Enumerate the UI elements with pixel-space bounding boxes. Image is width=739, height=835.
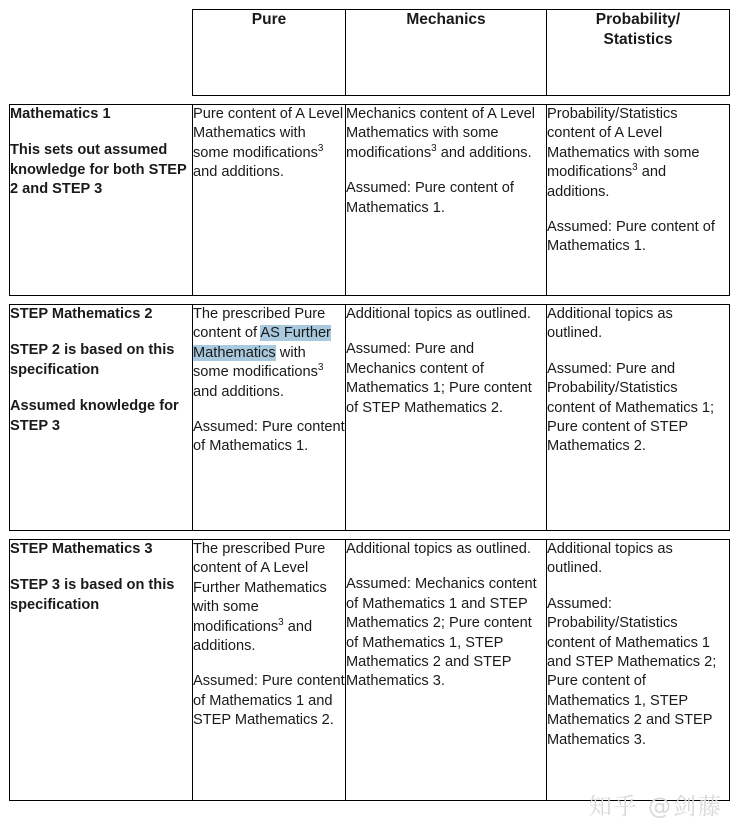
column-header-mechanics-label: Mechanics bbox=[406, 11, 486, 28]
cell-paragraph bbox=[346, 105, 546, 163]
footnote-marker: 3 bbox=[278, 616, 284, 628]
cell-paragraph bbox=[193, 305, 345, 402]
footnote-marker: 3 bbox=[317, 362, 324, 374]
gap-cell bbox=[345, 531, 546, 539]
cell-step2-probability bbox=[546, 304, 730, 531]
table-row-step-mathematics-3 bbox=[9, 539, 730, 801]
gap-cell bbox=[192, 531, 345, 539]
cell-paragraph-assumed: Assumed: Pure content of Mathematics 1. bbox=[346, 180, 514, 216]
row-title: Mathematics 1 bbox=[10, 106, 111, 122]
text-fragment: Pure content of A Level Mathematics with some modifications bbox=[193, 106, 344, 161]
text-fragment: The prescribed Pure content of A Level Further Mathematics with some modifications bbox=[193, 541, 327, 635]
footnote-marker: 3 bbox=[431, 142, 437, 154]
column-header-probability-line2: Statistics bbox=[603, 30, 673, 48]
table-row-step-mathematics-2 bbox=[9, 304, 730, 531]
text-fragment: and additions. bbox=[436, 144, 532, 161]
table-row-mathematics-1 bbox=[9, 104, 730, 296]
cell-step2-pure bbox=[192, 304, 345, 531]
gap-cell bbox=[546, 296, 730, 304]
row-note: This sets out assumed knowledge for both STEP 2 and STEP 3 bbox=[10, 142, 187, 198]
row-label-mathematics-1 bbox=[9, 104, 192, 296]
text-fragment: and additions. bbox=[193, 164, 284, 181]
cell-paragraph: Additional topics as outlined. bbox=[346, 306, 531, 322]
row-note: STEP 3 is based on this specification bbox=[10, 577, 175, 613]
row-note-1: STEP 2 is based on this specification bbox=[10, 342, 175, 378]
footnote-marker: 3 bbox=[317, 142, 324, 154]
footnote-marker: 3 bbox=[632, 162, 638, 174]
row-title: STEP Mathematics 3 bbox=[10, 541, 153, 557]
cell-step3-probability bbox=[546, 539, 730, 801]
cell-paragraph-assumed: Assumed: Pure and Probability/Statistics content of Mathematics 1; Pure content of STEP Mathematics 2. bbox=[547, 360, 715, 455]
cell-paragraph-assumed: Assumed: Pure content of Mathematics 1 and STEP Mathematics 2. bbox=[193, 673, 345, 729]
column-header-mechanics bbox=[345, 9, 546, 96]
cell-paragraph-assumed: Assumed: Pure content of Mathematics 1. bbox=[193, 419, 345, 455]
text-fragment: and additions. bbox=[547, 164, 667, 200]
text-fragment: Probability/Statistics content of A Level Mathematics with some modifications bbox=[547, 106, 700, 181]
selected-text-highlight: AS Further Mathematics bbox=[193, 325, 331, 361]
cell-math1-probability bbox=[546, 104, 730, 296]
column-header-pure bbox=[192, 9, 345, 96]
row-label-step-mathematics-2 bbox=[9, 304, 192, 531]
cell-step2-mechanics bbox=[345, 304, 546, 531]
column-header-probability-statistics bbox=[546, 9, 730, 96]
cell-step3-mechanics bbox=[345, 539, 546, 801]
gap-cell bbox=[9, 296, 192, 304]
cell-paragraph bbox=[193, 105, 345, 183]
column-header-pure-label: Pure bbox=[251, 11, 287, 28]
cell-paragraph: Additional topics as outlined. bbox=[547, 541, 673, 577]
row-note-2: Assumed knowledge for STEP 3 bbox=[10, 398, 179, 434]
gap-cell bbox=[345, 96, 546, 104]
cell-paragraph-assumed: Assumed: Probability/Statistics content of Mathematics 1 and STEP Mathematics 2; Pure content of Mathematics 1, STEP Mathematics 2 and STEP Mathematics 3. bbox=[547, 595, 717, 748]
text-fragment: Mechanics content of A Level Mathematics with some modifications bbox=[346, 106, 536, 161]
cell-step3-pure bbox=[192, 539, 345, 801]
column-header-probability-line1: Probability/ bbox=[595, 11, 681, 28]
cell-math1-mechanics bbox=[345, 104, 546, 296]
header-corner-blank bbox=[9, 9, 192, 96]
gap-cell bbox=[345, 296, 546, 304]
gap-cell bbox=[9, 96, 192, 104]
cell-paragraph: Additional topics as outlined. bbox=[547, 306, 673, 342]
text-fragment: and additions. bbox=[193, 383, 284, 400]
row-title: STEP Mathematics 2 bbox=[10, 306, 153, 322]
gap-cell bbox=[546, 96, 730, 104]
row-separator-gap bbox=[9, 296, 730, 304]
row-label-step-mathematics-3 bbox=[9, 539, 192, 801]
gap-cell bbox=[192, 96, 345, 104]
row-separator-gap bbox=[9, 96, 730, 104]
zhihu-watermark: 知乎 @剑藤 bbox=[588, 794, 723, 820]
cell-paragraph bbox=[193, 540, 345, 656]
cell-math1-pure bbox=[192, 104, 345, 296]
table-header-row bbox=[9, 9, 730, 96]
row-separator-gap bbox=[9, 531, 730, 539]
gap-cell bbox=[9, 531, 192, 539]
gap-cell bbox=[546, 531, 730, 539]
cell-paragraph-assumed: Assumed: Pure content of Mathematics 1. bbox=[547, 219, 715, 255]
cell-paragraph-assumed: Assumed: Mechanics content of Mathematics 1 and STEP Mathematics 2; Pure content of Mathematics 1, STEP Mathematics 2 and STEP Mathematics 3. bbox=[346, 576, 537, 690]
text-fragment: with some modifications bbox=[193, 344, 318, 381]
text-fragment: The prescribed Pure content of bbox=[193, 306, 326, 342]
cell-paragraph-assumed: Assumed: Pure and Mechanics content of Mathematics 1; Pure content of STEP Mathematics 2. bbox=[346, 341, 532, 416]
cell-paragraph bbox=[547, 105, 729, 202]
cell-paragraph: Additional topics as outlined. bbox=[346, 541, 531, 557]
specification-comparison-table bbox=[9, 9, 730, 801]
gap-cell bbox=[192, 296, 345, 304]
text-fragment: and additions. bbox=[193, 618, 313, 655]
